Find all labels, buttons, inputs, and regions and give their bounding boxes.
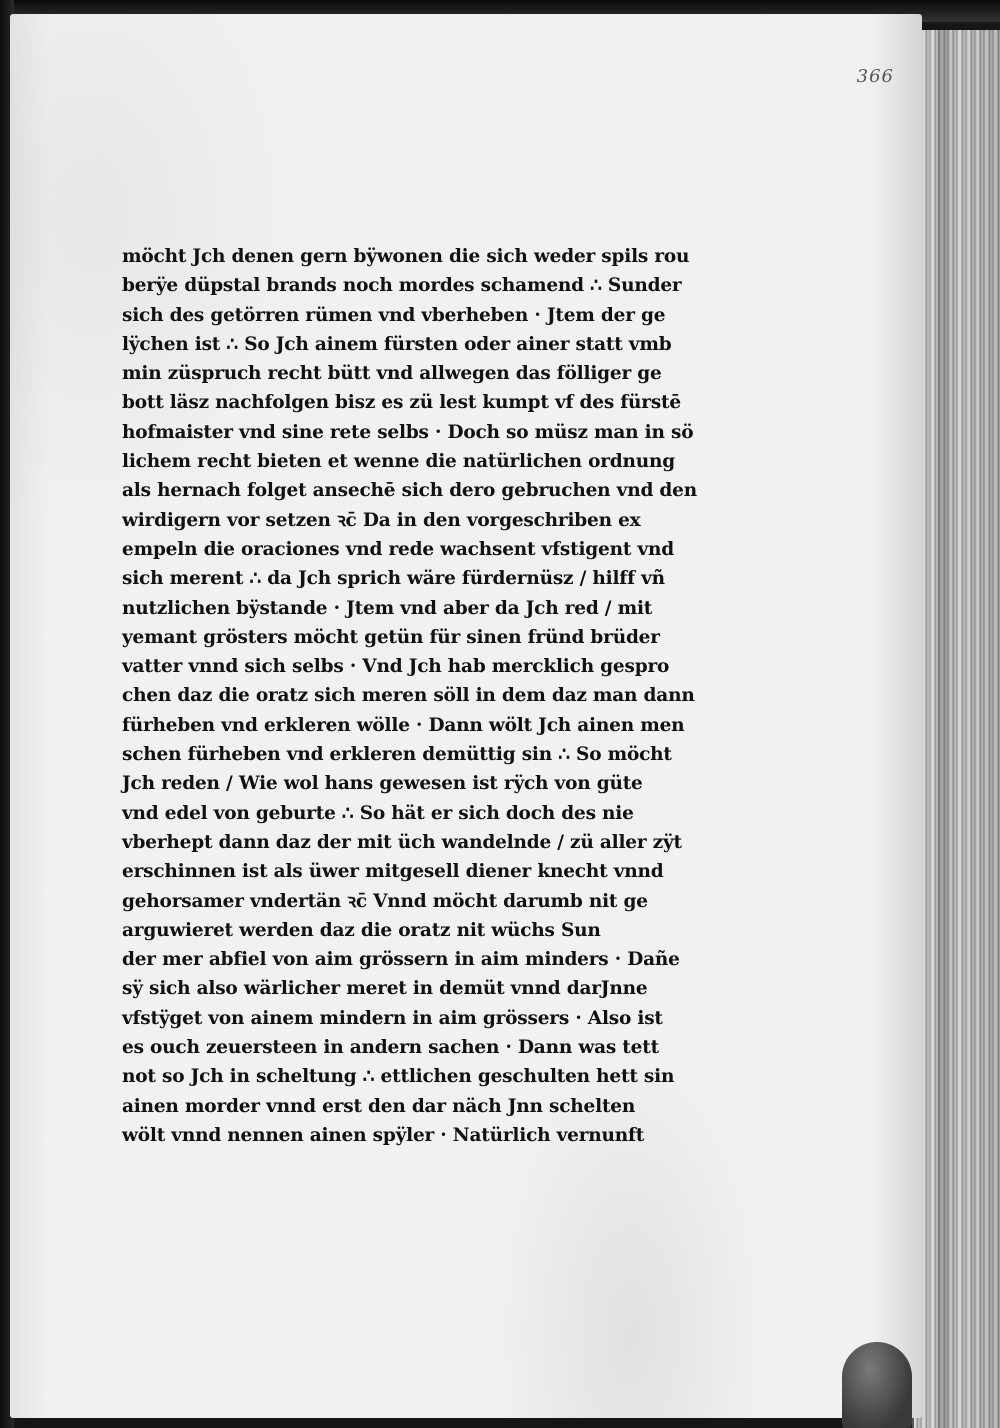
text-line: wölt vnnd nennen ainen spÿler · Natürlich vernunft	[122, 1124, 645, 1146]
text-line: fürheben vnd erkleren wölle · Dann wölt Jch ainen men	[122, 714, 685, 736]
book-page	[10, 14, 922, 1418]
text-line: möcht Jch denen gern bÿwonen die sich weder spils rou	[122, 246, 690, 267]
text-line: sich des getörren rümen vnd vberheben · Jtem der ge	[122, 304, 666, 326]
text-line: schen fürheben vnd erkleren demüttig sin ∴ So möcht	[122, 744, 672, 766]
folio-number: 366	[856, 66, 894, 87]
text-line: vatter vnnd sich selbs · Vnd Jch hab mercklich gespro	[122, 656, 670, 678]
text-line: lÿchen ist ∴ So Jch ainem fürsten oder ainer statt vmb	[122, 333, 672, 355]
text-line: sich merent ∴ da Jch sprich wäre fürdernüsz / hilff vñ	[122, 568, 665, 590]
text-line: gehorsamer vndertän ꝛc̄ Vnnd möcht darumb nit ge	[122, 890, 648, 912]
text-line: als hernach folget ansechē sich dero gebruchen vnd den	[122, 480, 697, 502]
book-page-edges	[912, 30, 1000, 1428]
text-block	[122, 242, 697, 1150]
text-line: vberhept dann daz der mit üch wandelnde / zü aller zÿt	[122, 831, 682, 853]
text-line: wirdigern vor setzen ꝛc̄ Da in den vorgeschriben ex	[122, 509, 641, 531]
text-line: hofmaister vnd sine rete selbs · Doch so müsz man in sö	[122, 421, 694, 443]
text-line: lichem recht bieten et wenne die natürlichen ordnung	[122, 451, 675, 473]
text-line: yemant grösters möcht getün für sinen fründ brüder	[122, 626, 660, 648]
text-line: Jch reden / Wie wol hans gewesen ist rÿch von güte	[122, 773, 643, 795]
text-line: berÿe düpstal brands noch mordes schamend ∴ Sunder	[122, 275, 682, 297]
text-line: erschinnen ist als üwer mitgesell diener knecht vnnd	[122, 861, 664, 883]
text-line: ainen morder vnnd erst den dar näch Jnn schelten	[122, 1095, 636, 1117]
text-line: min züspruch recht bütt vnd allwegen das fölliger ge	[122, 363, 662, 385]
text-line: empeln die oraciones vnd rede wachsent vfstigent vnd	[122, 538, 674, 560]
text-line: arguwieret werden daz die oratz nit wüchs Sun	[122, 919, 601, 941]
text-line: es ouch zeuersteen in andern sachen · Dann was tett	[122, 1037, 659, 1059]
thumb-at-edge	[842, 1342, 912, 1428]
text-line: vnd edel von geburte ∴ So hät er sich doch des nie	[122, 802, 634, 824]
text-line: der mer abfiel von aim grössern in aim minders · Dañe	[122, 949, 680, 971]
text-line: bott läsz nachfolgen bisz es zü lest kumpt vf des fürstē	[122, 392, 681, 414]
text-line: not so Jch in scheltung ∴ ettlichen geschulten hett sin	[122, 1066, 675, 1088]
text-line: chen daz die oratz sich meren söll in dem daz man dann	[122, 685, 695, 707]
text-line: nutzlichen bÿstande · Jtem vnd aber da Jch red / mit	[122, 597, 653, 619]
text-line: vfstÿget von ainem mindern in aim grössers · Also ist	[122, 1007, 663, 1029]
text-line: sÿ sich also wärlicher meret in demüt vnnd darJnne	[122, 978, 648, 1000]
